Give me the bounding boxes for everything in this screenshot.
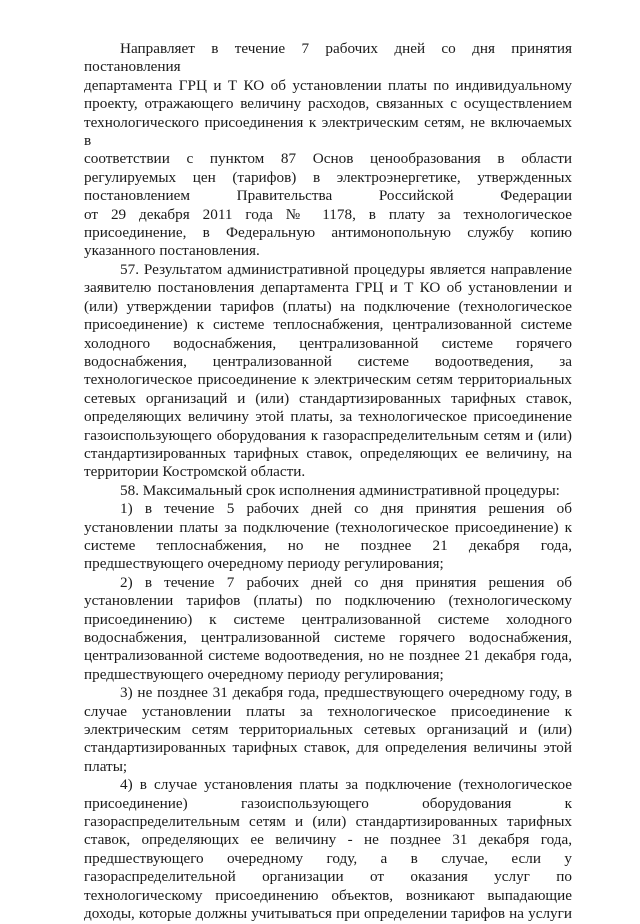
text-line: 3) не позднее 31 декабря года, предшествующего очередному году, в <box>120 684 572 702</box>
text-line: доходы, которые должны учитываться при определении тарифов на услуги <box>84 905 572 923</box>
paragraph-intro <box>84 40 572 261</box>
text-line: от 29 декабря 2011 года № 1178, в плату за технологическое <box>84 205 572 223</box>
text-line: регулируемых цен (тарифов) в электроэнергетике, утвержденных <box>84 168 572 186</box>
text-line: водоснабжения, централизованной системе водоотведения, за <box>84 352 572 370</box>
text-line: технологическое присоединение к электрическим сетям территориальных <box>84 371 572 389</box>
text-line: проекту, отражающего величину расходов, связанных с осуществлением <box>84 95 572 113</box>
text-line: технологического присоединения к электрическим сетям, не включаемых в <box>84 113 572 150</box>
text-line: централизованной системе водоотведения, но не позднее 21 декабря года, <box>84 647 572 665</box>
text-line: определяющих величину этой платы, за технологическое присоединение <box>84 408 572 426</box>
paragraph-58-item-2 <box>84 574 572 684</box>
paragraph-58-item-4 <box>84 776 572 923</box>
text-line: установлении платы за подключение (технологическое присоединение) к <box>84 518 572 536</box>
text-line: указанного постановления. <box>84 242 260 260</box>
text-line: сетевых организаций и (или) стандартизированных тарифных ставок, <box>84 389 572 407</box>
text-line: предшествующего очередному периоду регулирования; <box>84 665 444 683</box>
paragraph-58-item-1 <box>84 500 572 574</box>
text-line: присоединение) к системе теплоснабжения, централизованной системе <box>84 316 572 334</box>
paragraph-58 <box>84 482 572 500</box>
text-line: заявителю постановления департамента ГРЦ и Т КО об установлении и <box>84 279 572 297</box>
text-line: 57. Результатом административной процедуры является направление <box>120 260 572 278</box>
text-line: ставок, определяющих ее величину - не позднее 31 декабря года, <box>84 831 572 849</box>
text-line: водоснабжения, централизованной системе горячего водоснабжения, <box>84 629 572 646</box>
text-line: департамента ГРЦ и Т КО об установлении платы по индивидуальному <box>84 76 572 94</box>
text-line: газоиспользующего оборудования к газораспределительным сетям и (или) <box>84 426 572 444</box>
text-line: системе теплоснабжения, но не позднее 21 декабря года, <box>84 536 572 554</box>
text-line: холодного водоснабжения, централизованной системе горячего <box>84 334 572 352</box>
text-line: технологическому присоединению объектов, возникают выпадающие <box>84 886 572 904</box>
text-line: предшествующего очередному периоду регулирования; <box>84 555 444 573</box>
text-line: 2) в течение 7 рабочих дней со дня принятия решения об <box>120 573 572 591</box>
text-line: 58. Максимальный срок исполнения административной процедуры: <box>120 481 560 499</box>
text-line: территории Костромской области. <box>84 463 306 481</box>
text-line: газораспределительной организации от оказания услуг по <box>84 868 572 886</box>
text-line: 4) в случае установления платы за подключение (технологическое <box>120 776 572 794</box>
text-line: установлении тарифов (платы) по подключению (технологическому <box>84 592 572 610</box>
text-line: электрическим сетям территориальных сетевых организаций и (или) <box>84 721 572 739</box>
text-line: присоединение) газоиспользующего оборудования к <box>84 794 572 812</box>
text-line: платы; <box>84 757 128 775</box>
text-line: постановлением Правительства Российской Федерации <box>84 187 572 205</box>
text-line: стандартизированных тарифных ставок, определяющих ее величину, на <box>84 444 572 462</box>
text-line: присоединению) к системе централизованной системе холодного <box>84 610 572 628</box>
text-line: (или) утверждении тарифов (платы) на подключение (технологическое <box>84 297 572 315</box>
paragraph-58-item-3 <box>84 684 572 776</box>
text-line: стандартизированных тарифных ставок, для определения величины этой <box>84 739 572 757</box>
text-line: случае установлении платы за технологическое присоединение к <box>84 702 572 720</box>
document-page <box>84 40 572 924</box>
text-line: 1) в течение 5 рабочих дней со дня принятия решения об <box>120 500 572 518</box>
text-line: газораспределительным сетям и (или) стандартизированных тарифных <box>84 813 572 831</box>
text-line: предшествующего очередному году, а в случае, если у <box>84 849 572 867</box>
text-line: Направляет в течение 7 рабочих дней со дня принятия постановления <box>84 40 572 76</box>
paragraph-57 <box>84 261 572 482</box>
text-line: присоединение, в Федеральную антимонопольную службу копию <box>84 224 572 242</box>
text-line: соответствии с пунктом 87 Основ ценообразования в области <box>84 150 572 168</box>
